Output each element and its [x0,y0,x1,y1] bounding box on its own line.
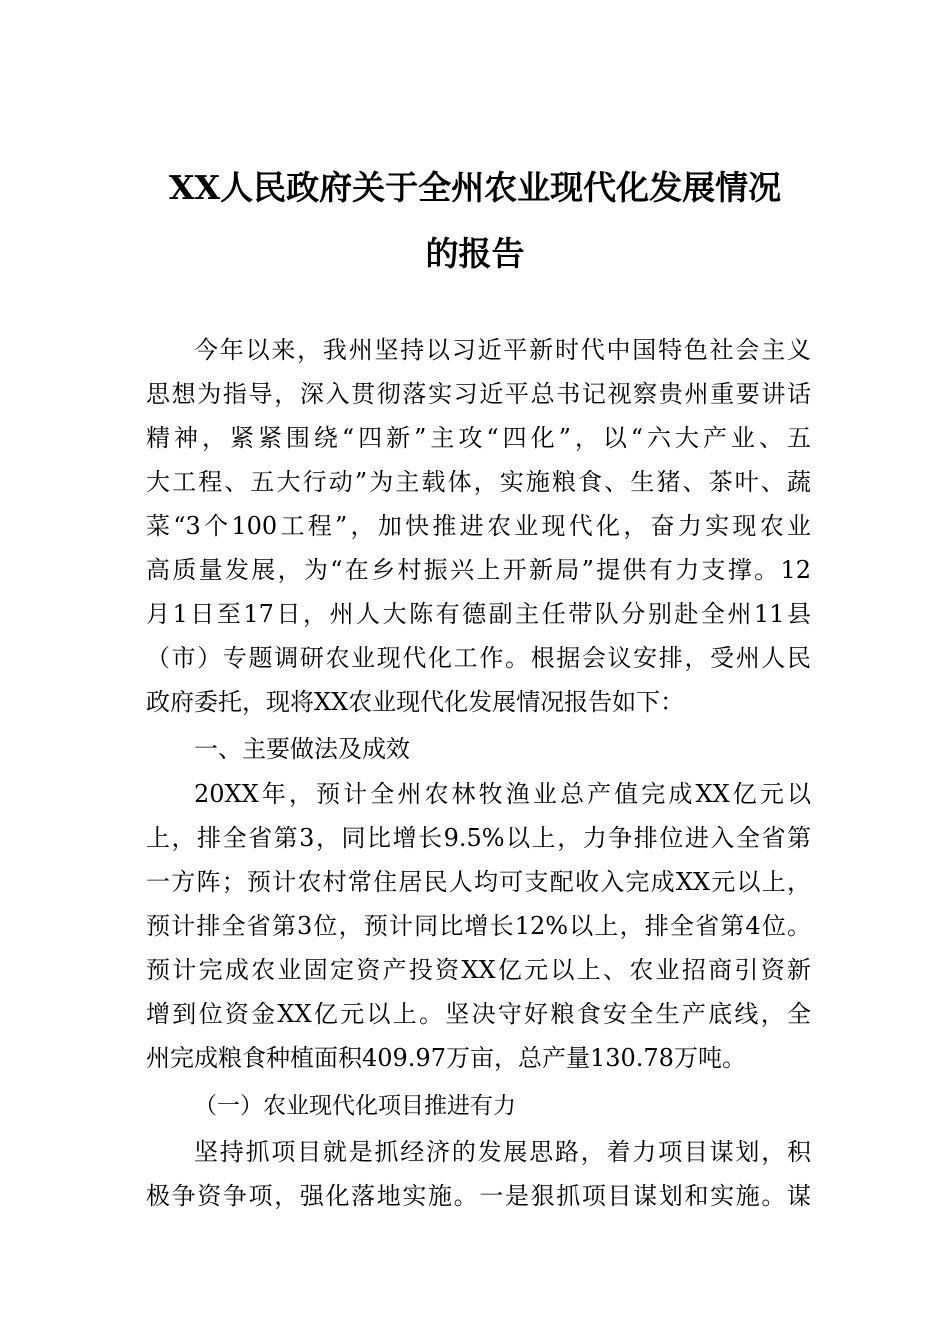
paragraph-line: 上，排全省第3，同比增长9.5%以上，力争排位进入全省第 [146,824,811,852]
paragraph-line: 大工程、五大行动”为主载体，实施粮食、生猪、茶叶、蔬 [146,468,811,496]
paragraph-line: 极争资争项，强化落地实施。一是狠抓项目谋划和实施。谋 [146,1182,811,1210]
paragraph-line: 预计完成农业固定资产投资XX亿元以上、农业招商引资新 [146,956,811,984]
paragraph-line: 思想为指导，深入贯彻落实习近平总书记视察贵州重要讲话 [146,380,811,408]
paragraph-line: 高质量发展，为“在乡村振兴上开新局”提供有力支撑。12 [146,556,811,584]
paragraph-line: 今年以来，我州坚持以习近平新时代中国特色社会主义 [194,336,811,364]
subsection-heading: （一）农业现代化项目推进有力 [194,1093,516,1119]
paragraph-line: 一方阵；预计农村常住居民人均可支配收入完成XX元以上， [146,868,811,896]
paragraph-line: 精神，紧紧围绕“四新”主攻“四化”，以“六大产业、五 [146,424,811,452]
document-title-line-2: 的报告 [425,234,525,273]
paragraph-line: （市）专题调研农业现代化工作。根据会议安排，受州人民 [146,644,811,672]
paragraph-line: 坚持抓项目就是抓经济的发展思路，着力项目谋划，积 [194,1138,811,1166]
paragraph-line: 增到位资金XX亿元以上。坚决守好粮食安全生产底线，全 [146,1000,811,1028]
paragraph-line: 菜“3个100工程”，加快推进农业现代化，奋力实现农业 [146,512,811,540]
paragraph-line: 预计排全省第3位，预计同比增长12%以上，排全省第4位。 [146,912,811,940]
paragraph-line: 20XX年，预计全州农林牧渔业总产值完成XX亿元以 [194,780,811,808]
document-title-line-1: XX人民政府关于全州农业现代化发展情况 [168,168,782,207]
paragraph-line: 月1日至17日，州人大陈有德副主任带队分别赴全州11县 [146,600,811,628]
paragraph-line: 政府委托，现将XX农业现代化发展情况报告如下： [146,688,685,716]
section-heading: 一、主要做法及成效 [194,735,410,763]
paragraph-line: 州完成粮食种植面积409.97万亩，总产量130.78万吨。 [146,1044,746,1072]
